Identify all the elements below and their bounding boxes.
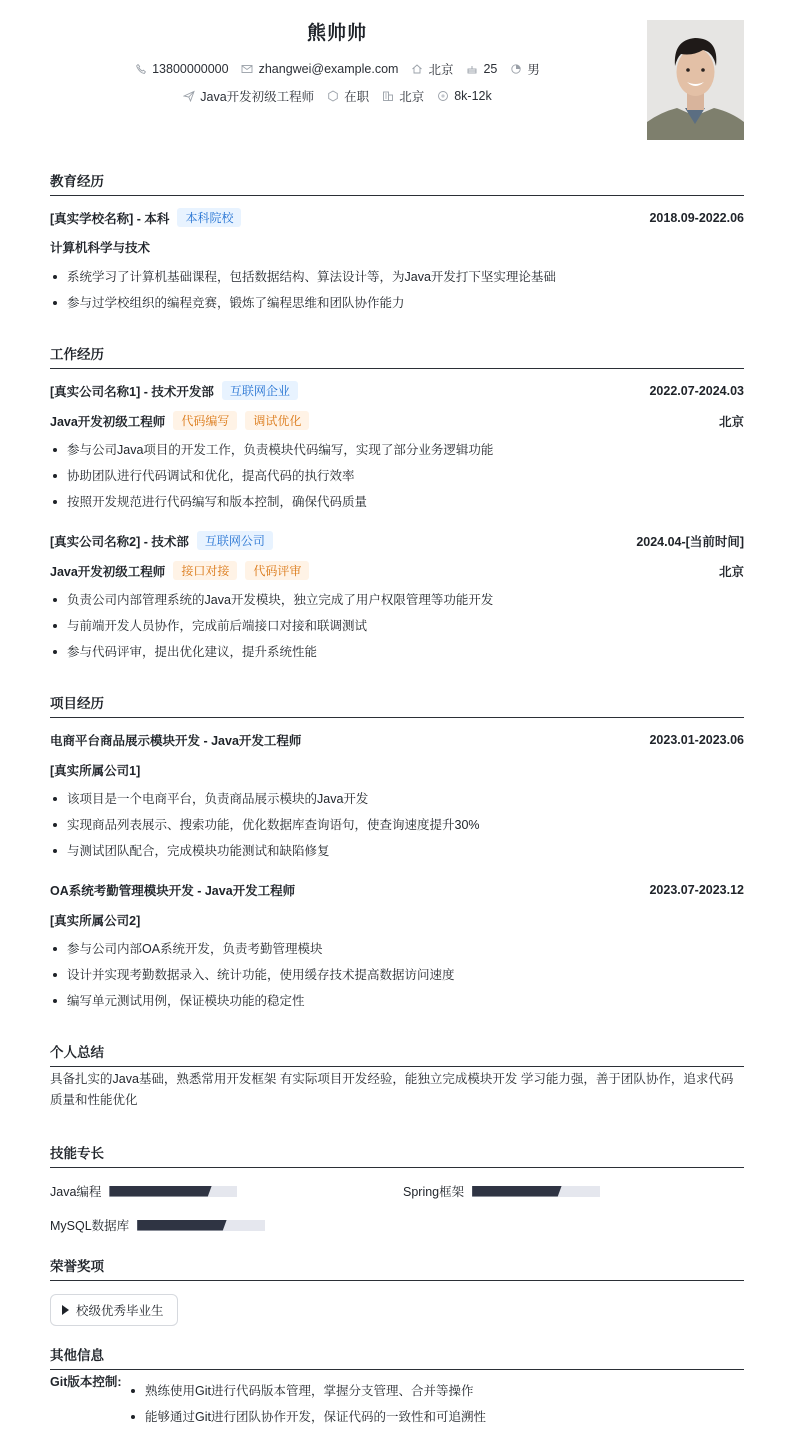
job-bullets-2 <box>50 587 744 665</box>
location-text: 北京 <box>428 63 454 77</box>
role-row-2 <box>50 561 744 580</box>
project-row-1 <box>50 731 744 749</box>
skill-level-fill <box>109 1186 211 1197</box>
contact-row <box>0 60 674 78</box>
status-item <box>326 87 369 105</box>
resume-header <box>0 0 794 150</box>
skill-name: Java编程 <box>50 1185 102 1199</box>
skill-tag: 接口对接 <box>173 561 237 580</box>
mail-icon <box>241 63 254 76</box>
age-item <box>465 62 497 76</box>
other-title: 其他信息 <box>50 1344 744 1370</box>
work-title: 工作经历 <box>50 343 744 369</box>
summary-title: 个人总结 <box>50 1041 744 1067</box>
skill-tag: 调试优化 <box>245 411 309 430</box>
phone-number: 13800000000 <box>152 62 229 76</box>
job-title-item <box>182 87 314 105</box>
summary-text: 具备扎实的Java基础，熟悉常用开发框架 有实际项目开发经验，能独立完成模块开发 学习能力强，善于团队协作，追求代码质量和性能优化 <box>50 1072 734 1107</box>
location-item <box>410 60 453 78</box>
skill-level-bar <box>137 1220 265 1231</box>
coin-icon <box>436 90 449 103</box>
skill-level-fill <box>472 1186 562 1197</box>
education-bullets <box>50 264 744 316</box>
job-city: 北京 <box>718 414 744 429</box>
list-item: 实现商品列表展示、搜索功能，优化数据库查询语句，使查询速度提升30% <box>50 812 744 838</box>
salary-text: 8k-12k <box>454 89 492 103</box>
status-text: 在职 <box>344 90 370 104</box>
city-item <box>381 87 424 105</box>
project-name: OA系统考勤管理模块开发 - Java开发工程师 <box>50 884 296 898</box>
list-item: 该项目是一个电商平台，负责商品展示模块的Java开发 <box>50 786 744 812</box>
summary-section <box>50 1041 744 1107</box>
skill-level-fill <box>137 1220 227 1231</box>
skill-item <box>403 1182 600 1200</box>
role-name: Java开发初级工程师 <box>50 564 166 579</box>
job-row-2 <box>50 531 744 550</box>
job-city: 北京 <box>718 564 744 579</box>
list-item: 协助团队进行代码调试和优化，提高代码的执行效率 <box>50 463 744 489</box>
list-item: 参与过学校组织的编程竞赛，锻炼了编程思维和团队协作能力 <box>50 290 744 316</box>
awards-title: 荣誉奖项 <box>50 1255 744 1281</box>
list-item: 参与代码评审，提出优化建议，提升系统性能 <box>50 639 744 665</box>
project-company-row-2 <box>50 911 744 929</box>
skill-name: Spring框架 <box>403 1185 465 1199</box>
home-icon <box>410 63 423 76</box>
list-item: 系统学习了计算机基础课程，包括数据结构、算法设计等，为Java开发打下坚实理论基础 <box>50 264 744 290</box>
role-row-1 <box>50 411 744 430</box>
job-row-1 <box>50 381 744 400</box>
role-name: Java开发初级工程师 <box>50 414 166 429</box>
company-tag: 互联网公司 <box>197 531 273 550</box>
job-intent-row <box>0 87 674 105</box>
skill-item <box>50 1216 265 1234</box>
skill-level-bar <box>109 1186 237 1197</box>
job-period: 2024.04-[当前时间] <box>636 534 744 549</box>
projects-section <box>50 692 744 1008</box>
project-company: [真实所属公司2] <box>50 914 141 928</box>
list-item: 负责公司内部管理系统的Java开发模块，独立完成了用户权限管理等功能开发 <box>50 587 744 613</box>
awards-section <box>50 1255 744 1318</box>
skill-tag: 代码编写 <box>173 411 237 430</box>
project-row-2 <box>50 881 744 899</box>
education-section <box>50 170 744 310</box>
caret-right-icon <box>62 1305 69 1315</box>
gender-text: 男 <box>527 63 540 77</box>
school-tag: 本科院校 <box>177 208 241 227</box>
gender-item <box>509 60 540 78</box>
skill-item <box>50 1182 237 1200</box>
award-item-toggle[interactable] <box>50 1294 178 1326</box>
education-title: 教育经历 <box>50 170 744 196</box>
list-item: 设计并实现考勤数据录入、统计功能，使用缓存技术提高数据访问速度 <box>50 962 744 988</box>
skill-name: MySQL数据库 <box>50 1219 130 1233</box>
other-bullets <box>128 1378 744 1430</box>
project-period: 2023.01-2023.06 <box>649 733 744 747</box>
list-item: 能够通过Git进行团队协作开发，保证代码的一致性和可追溯性 <box>128 1404 744 1430</box>
education-period: 2018.09-2022.06 <box>649 210 744 225</box>
work-section <box>50 343 744 659</box>
project-period: 2023.07-2023.12 <box>649 883 744 897</box>
project-company: [真实所属公司1] <box>50 764 141 778</box>
skills-section <box>50 1142 744 1233</box>
age-text: 25 <box>483 62 498 76</box>
job-title-text: Java开发初级工程师 <box>200 90 315 104</box>
cake-icon <box>465 63 478 76</box>
profile-photo <box>647 20 744 140</box>
skill-tag: 代码评审 <box>245 561 309 580</box>
list-item: 与测试团队配合，完成模块功能测试和缺陷修复 <box>50 838 744 864</box>
company-tag: 互联网企业 <box>222 381 298 400</box>
education-row <box>50 208 744 227</box>
list-item: 参与公司内部OA系统开发，负责考勤管理模块 <box>50 936 744 962</box>
project-company-row-1 <box>50 761 744 779</box>
city-text: 北京 <box>399 90 425 104</box>
award-name: 校级优秀毕业生 <box>76 1304 164 1318</box>
other-section <box>50 1344 744 1424</box>
email-address: zhangwei@example.com <box>258 62 399 76</box>
job-period: 2022.07-2024.03 <box>649 383 744 398</box>
phone-icon <box>134 63 147 76</box>
company-name: [真实公司名称2] - 技术部 <box>50 534 189 549</box>
salary-item <box>436 89 492 103</box>
major-row <box>50 238 744 256</box>
gender-icon <box>509 63 522 76</box>
phone-item <box>134 62 228 76</box>
skills-title: 技能专长 <box>50 1142 744 1168</box>
project-bullets-2 <box>50 936 744 1014</box>
candidate-name: 熊帅帅 <box>306 23 367 44</box>
job-bullets-1 <box>50 437 744 515</box>
major-name: 计算机科学与技术 <box>50 241 151 255</box>
status-icon <box>326 90 339 103</box>
list-item: 与前端开发人员协作，完成前后端接口对接和联调测试 <box>50 613 744 639</box>
list-item: 编写单元测试用例，保证模块功能的稳定性 <box>50 988 744 1014</box>
list-item: 按照开发规范进行代码编写和版本控制，确保代码质量 <box>50 489 744 515</box>
projects-title: 项目经历 <box>50 692 744 718</box>
list-item: 熟练使用Git进行代码版本管理，掌握分支管理、合并等操作 <box>128 1378 744 1404</box>
building-icon <box>381 90 394 103</box>
email-item <box>241 62 399 76</box>
project-name: 电商平台商品展示模块开发 - Java开发工程师 <box>50 734 302 748</box>
list-item: 参与公司Java项目的开发工作，负责模块代码编写，实现了部分业务逻辑功能 <box>50 437 744 463</box>
skill-level-bar <box>472 1186 600 1197</box>
company-name: [真实公司名称1] - 技术开发部 <box>50 384 214 399</box>
project-bullets-1 <box>50 786 744 864</box>
other-label: Git版本控制: <box>50 1375 122 1389</box>
send-icon <box>182 90 195 103</box>
school-name: [真实学校名称] - 本科 <box>50 211 170 226</box>
